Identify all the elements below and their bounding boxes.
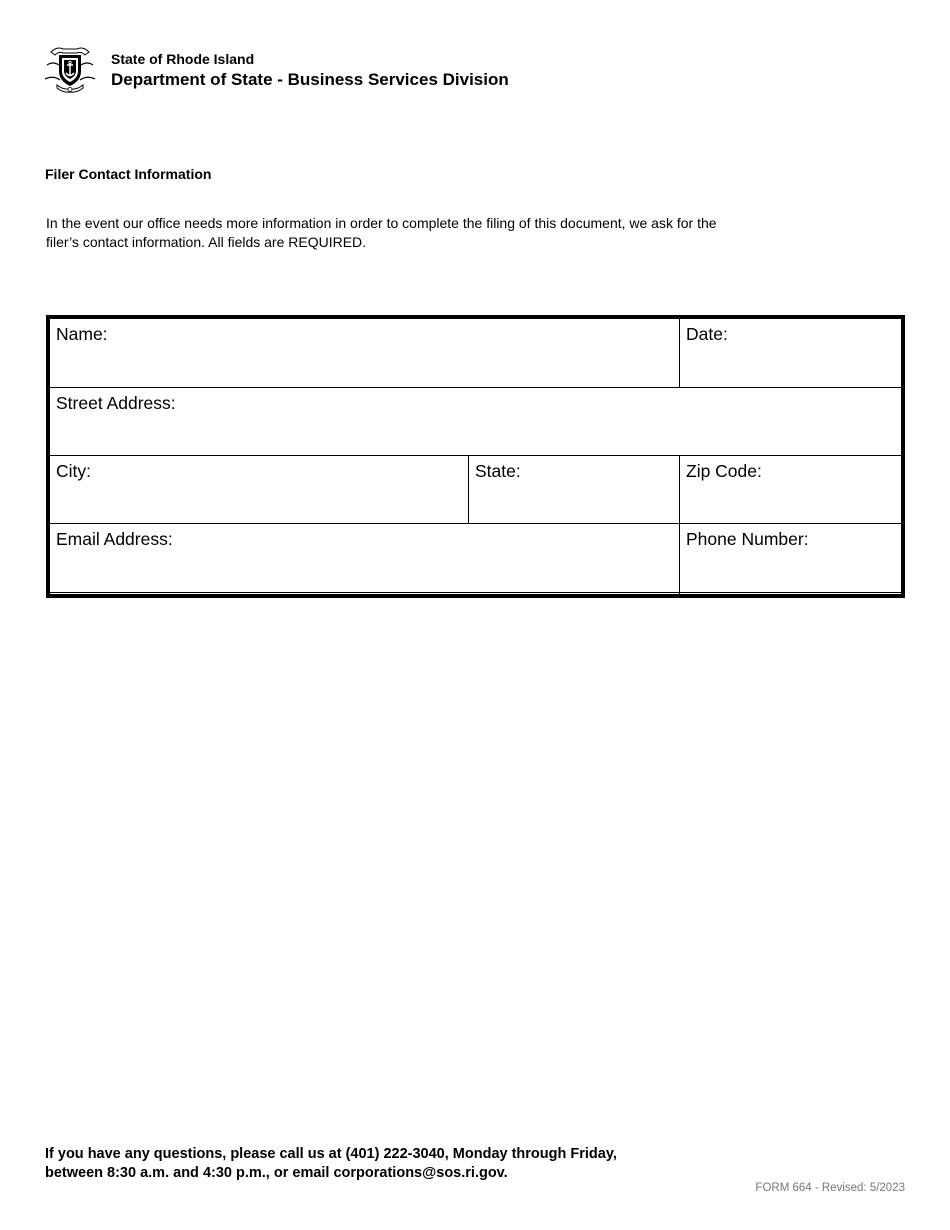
- email-address-field[interactable]: [50, 524, 679, 590]
- email-address-label: Email Address:: [56, 529, 173, 549]
- filer-contact-form: [46, 315, 905, 598]
- intro-text: [46, 214, 717, 252]
- state-label: State:: [475, 461, 521, 481]
- form-number: FORM 664 - Revised: 5/2023: [755, 1182, 905, 1194]
- date-label: Date:: [686, 324, 728, 344]
- date-field[interactable]: [680, 319, 901, 387]
- phone-number-label: Phone Number:: [686, 529, 809, 549]
- name-field[interactable]: [50, 319, 679, 387]
- name-label: Name:: [56, 324, 108, 344]
- city-field[interactable]: [50, 456, 468, 523]
- zip-code-label: Zip Code:: [686, 461, 762, 481]
- intro-line-1: In the event our office needs more information in order to complete the filing of this document, we ask for the: [46, 215, 717, 231]
- footer-line-2: between 8:30 a.m. and 4:30 p.m., or email corporations@sos.ri.gov.: [45, 1165, 508, 1181]
- phone-number-field[interactable]: [680, 524, 901, 590]
- street-address-field[interactable]: [50, 388, 901, 455]
- footer-contact-info: [45, 1145, 617, 1183]
- state-name: State of Rhode Island: [111, 51, 255, 67]
- state-seal-icon: [43, 43, 97, 93]
- intro-line-2: filer’s contact information. All fields are REQUIRED.: [46, 234, 367, 250]
- state-field[interactable]: [469, 456, 679, 523]
- section-title: Filer Contact Information: [45, 166, 212, 182]
- zip-code-field[interactable]: [680, 456, 901, 523]
- department-name: Department of State - Business Services Division: [111, 70, 509, 89]
- footer-line-1: If you have any questions, please call us at (401) 222-3040, Monday through Friday,: [45, 1146, 617, 1162]
- city-label: City:: [56, 461, 91, 481]
- street-address-label: Street Address:: [56, 393, 176, 413]
